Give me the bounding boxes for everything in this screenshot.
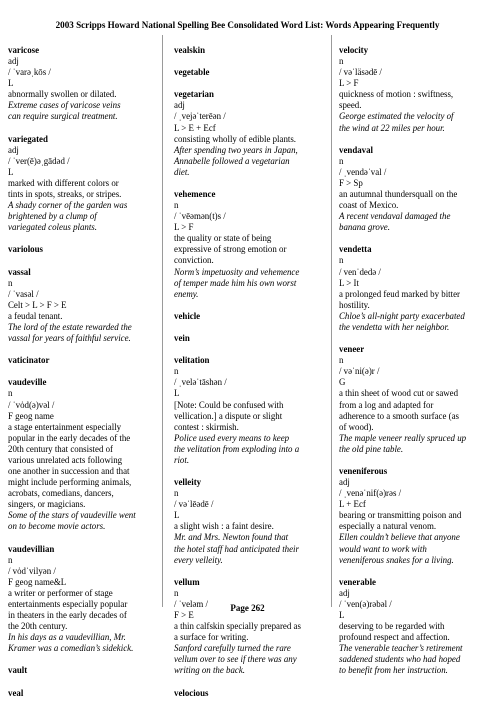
example-sentence-line: The maple veneer really spruced up — [339, 432, 467, 443]
entry-detail-line: a surface for writing. — [174, 632, 249, 643]
example-sentence-line: vassal for years of faithful service. — [8, 333, 131, 344]
example-sentence-line: veneniferous snakes for a living. — [339, 554, 454, 565]
entry-detail-line: / ˈven(ə)rəbəl / — [339, 598, 392, 609]
example-sentence-line: the wind at 22 miles per hour. — [339, 122, 445, 133]
entry-detail-line: L + Ecf — [339, 499, 366, 510]
entry-word: varicose — [8, 45, 40, 55]
entry-detail-line: L > F — [174, 222, 194, 233]
entry-detail-line: tints in spots, streaks, or stripes. — [8, 189, 122, 200]
example-sentence-line: enemy. — [174, 288, 199, 299]
entry-detail-line: n — [339, 355, 344, 366]
word-entry — [8, 665, 160, 676]
entry-detail-line: L > E + Ecf — [174, 122, 216, 133]
entry-word: vaudevillian — [8, 543, 55, 554]
entry-detail-line: F geog name&L — [8, 576, 67, 587]
word-entry — [8, 544, 160, 655]
word-entry — [339, 344, 493, 455]
example-sentence-line: riot. — [174, 454, 190, 465]
entry-detail-line: n — [8, 388, 13, 399]
entry-detail-line: singers, or magicians. — [8, 499, 86, 510]
entry-detail-line: / ˈvasəl / — [8, 288, 39, 299]
entry-detail-line: Celt > L > F > E — [8, 299, 67, 310]
entry-detail-line: n — [339, 255, 344, 266]
entry-detail-line: might include performing animals, — [8, 477, 132, 488]
entry-detail-line: n — [174, 200, 179, 211]
entry-detail-line: F > E — [174, 609, 194, 620]
entry-detail-line: a thin sheet of wood cut or sawed — [339, 388, 459, 399]
entry-detail-line: / ˈvarəˌkōs / — [8, 67, 51, 78]
entry-detail-line: the 20th century. — [8, 621, 68, 632]
entry-detail-line: / ˌvendəˈval / — [339, 166, 387, 177]
word-entry — [8, 45, 160, 123]
entry-detail-line: in theaters in the early decades of — [8, 609, 127, 620]
entry-detail-line: expressive of strong emotion or — [174, 244, 287, 255]
entry-detail-line: hostility. — [339, 299, 370, 310]
page-number: Page 262 — [230, 603, 265, 613]
example-sentence-line: saddened students who had hoped — [339, 654, 461, 665]
entry-detail-line: acrobats, comedians, dancers, — [8, 488, 114, 499]
word-entry — [174, 333, 329, 344]
entry-detail-line: a slight wish : a faint desire. — [174, 521, 274, 532]
entry-word: variolous — [8, 244, 44, 255]
entry-detail-line: L — [174, 510, 180, 521]
word-entry — [8, 355, 160, 366]
entry-word: velocity — [339, 45, 369, 55]
entry-detail-line: contest : skirmish. — [174, 421, 239, 432]
example-sentence-line: the velitation from exploding into a — [174, 443, 300, 454]
entry-word: vassal — [8, 266, 31, 277]
entry-detail-line: a thin calfskin specially prepared as — [174, 621, 301, 632]
entry-detail-line: n — [8, 554, 13, 565]
entry-detail-line: [Note: Could be confused with — [174, 399, 284, 410]
word-entry — [339, 466, 493, 566]
entry-detail-line: adj — [339, 587, 350, 598]
entry-word: vealskin — [174, 45, 206, 55]
example-sentence-line: the vendetta with her neighbor. — [339, 321, 450, 332]
example-sentence-line: The lord of the estate rewarded the — [8, 321, 132, 332]
entry-word: veneniferous — [339, 465, 388, 476]
example-sentence-line: Norm’s impetuosity and vehemence — [174, 266, 300, 277]
example-sentence-line: every velleity. — [174, 554, 223, 565]
example-sentence-line: Kramer was a comedian’s sidekick. — [8, 643, 134, 654]
example-sentence-line: Annabelle followed a vegetarian — [174, 155, 290, 166]
example-sentence-line: writing on the back. — [174, 665, 245, 676]
entry-detail-line: adj — [8, 144, 19, 155]
entry-detail-line: speed. — [339, 100, 362, 111]
example-sentence-line: George estimated the velocity of — [339, 111, 454, 122]
word-entry — [339, 244, 493, 333]
entry-detail-line: n — [174, 366, 179, 377]
example-sentence-line: on to become movie actors. — [8, 521, 106, 532]
entry-word: vein — [174, 333, 190, 344]
entry-detail-line: a prolonged feud marked by bitter — [339, 288, 461, 299]
word-column-right — [339, 45, 493, 688]
example-sentence-line: can require surgical treatment. — [8, 111, 118, 122]
word-entry — [174, 311, 329, 322]
example-sentence-line: of temper made him his own worst — [174, 277, 297, 288]
entry-detail-line: bearing or transmitting poison and — [339, 510, 462, 521]
word-entry — [174, 89, 329, 178]
example-sentence-line: Mr. and Mrs. Newton found that — [174, 532, 289, 543]
example-sentence-line: Ellen couldn’t believe that anyone — [339, 532, 460, 543]
word-entry — [174, 67, 329, 78]
entry-detail-line: marked with different colors or — [8, 177, 119, 188]
example-sentence-line: The venerable teacher’s retirement — [339, 643, 463, 654]
entry-detail-line: an autumnal thundersquall on the — [339, 189, 458, 200]
entry-detail-line: consisting wholly of edible plants. — [174, 133, 297, 144]
entry-word: vehicle — [174, 310, 201, 321]
entry-detail-line: abnormally swollen or dilated. — [8, 89, 117, 100]
word-entry — [339, 577, 493, 677]
entry-word: vehemence — [174, 189, 216, 200]
entry-detail-line: / ˈveləm / — [174, 598, 209, 609]
entry-detail-line: L > It — [339, 277, 359, 288]
example-sentence-line: the old pine table. — [339, 443, 404, 454]
word-entry — [339, 45, 493, 134]
word-entry — [8, 244, 160, 255]
example-sentence-line: banana grove. — [339, 222, 390, 233]
entry-detail-line: 20th century that consisted of — [8, 443, 113, 454]
entry-detail-line: L — [8, 78, 14, 89]
example-sentence-line: the hotel staff had anticipated their — [174, 543, 299, 554]
example-sentence-line: variegated coleus plants. — [8, 222, 97, 233]
entry-detail-line: a stage entertainment especially — [8, 421, 122, 432]
entry-detail-line: F geog name — [8, 410, 54, 421]
entry-detail-line: adj — [339, 477, 350, 488]
example-sentence-line: Sanford carefully turned the rare — [174, 643, 291, 654]
entry-detail-line: adj — [8, 56, 19, 67]
entry-detail-line: / vəˈni(ə)r / — [339, 366, 380, 377]
example-sentence-line: A recent vendaval damaged the — [339, 211, 451, 222]
entry-detail-line: various unrelated acts following — [8, 454, 123, 465]
entry-detail-line: / ˈver(ē)əˌgādəd / — [8, 155, 70, 166]
entry-word: vendaval — [339, 144, 374, 155]
entry-detail-line: n — [174, 488, 179, 499]
column-divider — [331, 35, 332, 607]
word-entry — [8, 377, 160, 532]
entry-word: velitation — [174, 355, 210, 366]
entry-detail-line: coast of Mexico. — [339, 200, 399, 211]
entry-detail-line: n — [339, 155, 344, 166]
entry-detail-line: one another in succession and that — [8, 465, 130, 476]
entry-detail-line: a feudal tenant. — [8, 310, 63, 321]
entry-detail-line: L > F — [339, 78, 359, 89]
example-sentence-line: In his days as a vaudevillian, Mr. — [8, 632, 126, 643]
entry-detail-line: / ˈvȯd(ə)vəl / — [8, 399, 55, 410]
entry-word: veal — [8, 687, 24, 698]
column-divider — [162, 35, 163, 607]
entry-detail-line: L — [174, 388, 180, 399]
example-sentence-line: Some of the stars of vaudeville went — [8, 510, 136, 521]
entry-detail-line: / vȯdˈvilyən / — [8, 565, 56, 576]
entry-detail-line: n — [8, 277, 13, 288]
entry-detail-line: n — [339, 56, 344, 67]
example-sentence-line: brightened by a clump of — [8, 211, 97, 222]
entry-detail-line: / ˌvejəˈterēən / — [174, 111, 226, 122]
entry-detail-line: / vəˈlēədē / — [174, 499, 214, 510]
entry-detail-line: the quality or state of being — [174, 233, 272, 244]
word-entry — [8, 688, 160, 699]
entry-word: velleity — [174, 477, 202, 488]
entry-word: vegetarian — [174, 89, 214, 100]
entry-detail-line: F > Sp — [339, 177, 363, 188]
entry-detail-line: L — [8, 166, 14, 177]
entry-word: vaticinator — [8, 355, 50, 366]
word-entry — [174, 477, 329, 566]
entry-detail-line: / ˌveləˈtāshən / — [174, 377, 227, 388]
entry-detail-line: quickness of motion : swiftness, — [339, 89, 454, 100]
example-sentence-line: Chloe’s all-night party exacerbated — [339, 310, 465, 321]
entry-detail-line: conviction. — [174, 255, 214, 266]
entry-detail-line: / venˈdedə / — [339, 266, 381, 277]
entry-detail-line: G — [339, 377, 346, 388]
word-entry — [8, 134, 160, 234]
word-entry — [174, 45, 329, 56]
entry-detail-line: n — [174, 587, 179, 598]
entry-detail-line: from a log and adapted for — [339, 399, 434, 410]
example-sentence-line: After spending two years in Japan, — [174, 144, 298, 155]
entry-detail-line: entertainments especially popular — [8, 598, 128, 609]
entry-word: vaudeville — [8, 377, 47, 388]
example-sentence-line: Police used every means to keep — [174, 432, 290, 443]
entry-detail-line: L — [339, 609, 345, 620]
entry-word: variegated — [8, 133, 48, 144]
example-sentence-line: diet. — [174, 166, 190, 177]
entry-detail-line: popular in the early decades of the — [8, 432, 131, 443]
word-entry — [174, 355, 329, 466]
word-entry — [174, 577, 329, 677]
word-entry — [339, 145, 493, 234]
entry-detail-line: profound respect and affection. — [339, 632, 450, 643]
entry-detail-line: a writer or performer of stage — [8, 587, 113, 598]
entry-detail-line: adherence to a smooth surface (as — [339, 410, 460, 421]
example-sentence-line: vellum over to see if there was any — [174, 654, 297, 665]
entry-detail-line: / ˈvēəmən(t)s / — [174, 211, 226, 222]
entry-detail-line: of wood). — [339, 421, 374, 432]
example-sentence-line: A shady corner of the garden was — [8, 200, 128, 211]
example-sentence-line: to benefit from her instruction. — [339, 665, 448, 676]
word-entry — [174, 189, 329, 300]
word-entry — [174, 688, 329, 699]
example-sentence-line: Extreme cases of varicose veins — [8, 100, 121, 111]
entry-word: vendetta — [339, 244, 372, 255]
entry-word: veneer — [339, 344, 365, 355]
entry-detail-line: vellication.] a dispute or slight — [174, 410, 283, 421]
entry-word: vault — [8, 665, 28, 676]
entry-word: velocious — [174, 687, 209, 698]
entry-detail-line: especially a natural venom. — [339, 521, 437, 532]
entry-word: venerable — [339, 576, 376, 587]
page-title: 2003 Scripps Howard National Spelling Bee Consolidated Word List: Words Appearing Frequently — [55, 20, 440, 30]
entry-detail-line: / ˌvenəˈnif(ə)rəs / — [339, 488, 402, 499]
entry-word: vellum — [174, 576, 200, 587]
example-sentence-line: would want to work with — [339, 543, 427, 554]
word-entry — [8, 267, 160, 345]
entry-detail-line: / vəˈläsədē / — [339, 67, 382, 78]
entry-detail-line: adj — [174, 100, 185, 111]
entry-detail-line: deserving to be regarded with — [339, 621, 445, 632]
entry-word: vegetable — [174, 67, 210, 78]
